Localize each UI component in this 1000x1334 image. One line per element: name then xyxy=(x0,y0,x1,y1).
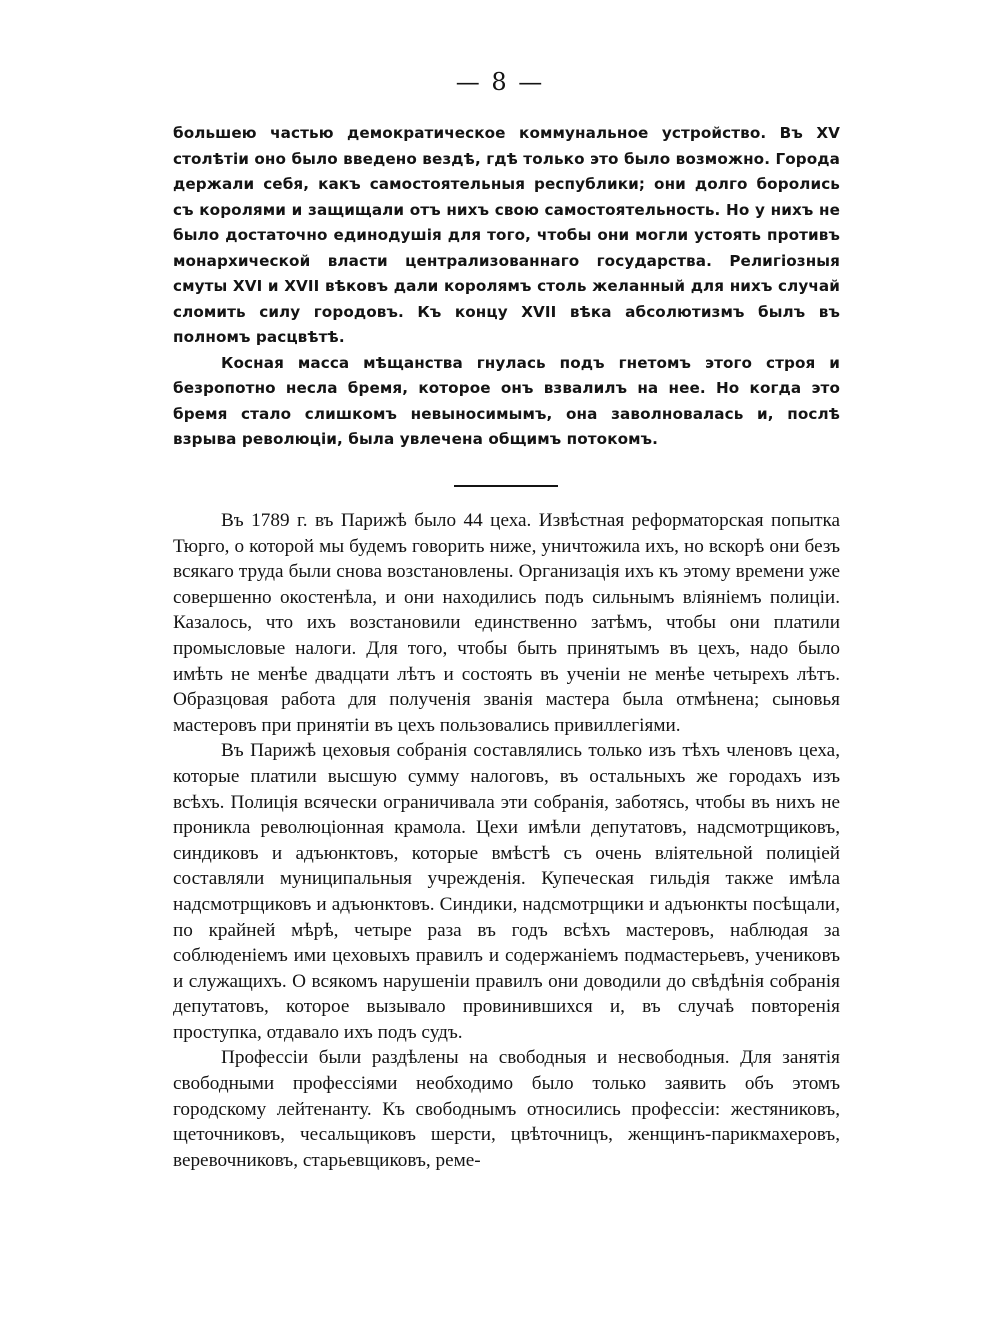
paragraph-guilds-1789: Въ 1789 г. въ Парижѣ было 44 цеха. Извѣстная реформаторская попытка Тюрго, о которой мы будемъ говорить ниже, уничтожила ихъ, но вскорѣ они безъ всякаго труда были снова возстановлены. Организація ихъ къ этому времени уже совершенно окостенѣла, и они находились подъ сильнымъ вліяніемъ полиціи. Казалось, что ихъ возстановили единственно затѣмъ, чтобы они платили промысловые налоги. Для того, чтобы быть принятымъ въ цехъ, надо было имѣть не менѣе двадцати лѣтъ и состоять въ ученіи не менѣе четырехъ лѣтъ. Образцовая работа для полученія званія мастера была отмѣнена; сыновья мастеровъ при принятіи въ цехъ пользовались привиллегіями. xyxy=(173,510,840,736)
page-number: — 8 — xyxy=(455,68,545,96)
paragraph-guild-assemblies: Въ Парижѣ цеховыя собранія составлялись только изъ тѣхъ членовъ цеха, которые платили высшую сумму налоговъ, въ остальныхъ же городахъ изъ всѣхъ. Полиція всячески ограничивала эти собранія, заботясь, чтобы въ нихъ не проникла революціонная крамола. Цехи имѣли депутатовъ, надсмотрщиковъ, синдиковъ и адъюнктовъ, которые вмѣстѣ съ очень вліятельной полиціей составляли муниципальныя учрежденія. Купеческая гильдія также имѣла надсмотрщиковъ и адъюнктовъ. Синдики, надсмотрщики и адъюнкты посѣщали, по крайней мѣрѣ, четыре раза въ годъ всѣхъ мастеровъ, наблюдая за соблюденіемъ ими цеховыхъ правилъ и содержаніемъ подмастерьевъ, учениковъ и служащихъ. О всякомъ нарушеніи правилъ они доводили до свѣдѣнія собранія депутатовъ, которое вызывало провинившихся и, въ случаѣ повторенія проступка, отдавало ихъ подъ судъ. xyxy=(173,740,840,1043)
text-block-top xyxy=(173,121,840,453)
text-block-bottom xyxy=(173,508,840,1173)
section-divider xyxy=(454,485,558,487)
paragraph-professions: Профессіи были раздѣлены на свободныя и несвободныя. Для занятія свободными профессіями необходимо было только заявить объ этомъ городскому лейтенанту. Къ свободнымъ относились профессіи: жестяниковъ, щеточниковъ, чесальщиковъ шерсти, цвѣточницъ, женщинъ-парикмахеровъ, веревочниковъ, старьевщиковъ, реме- xyxy=(173,1047,840,1171)
paragraph-burghers: Косная масса мѣщанства гнулась подъ гнетомъ этого строя и безропотно несла бремя, которое онъ взвалилъ на нее. Но когда это бремя стало слишкомъ невыносимымъ, она заволновалась и, послѣ взрыва революціи, была увлечена общимъ потокомъ. xyxy=(173,353,840,448)
paragraph-absolutism: большею частью демократическое коммунальное устройство. Въ XV столѣтіи оно было введено вездѣ, гдѣ только это было возможно. Города держали себя, какъ самостоятельныя республики; они долго боролись съ королями и защищали отъ нихъ свою самостоятельность. Но у нихъ не было достаточно единодушія для того, чтобы они могли устоять противъ монархической власти централизованнаго государства. Религіозныя смуты XVI и XVII вѣковъ дали королямъ столь желанный для нихъ случай сломить силу городовъ. Къ концу XVII вѣка абсолютизмъ былъ въ полномъ расцвѣтѣ. xyxy=(173,124,840,346)
